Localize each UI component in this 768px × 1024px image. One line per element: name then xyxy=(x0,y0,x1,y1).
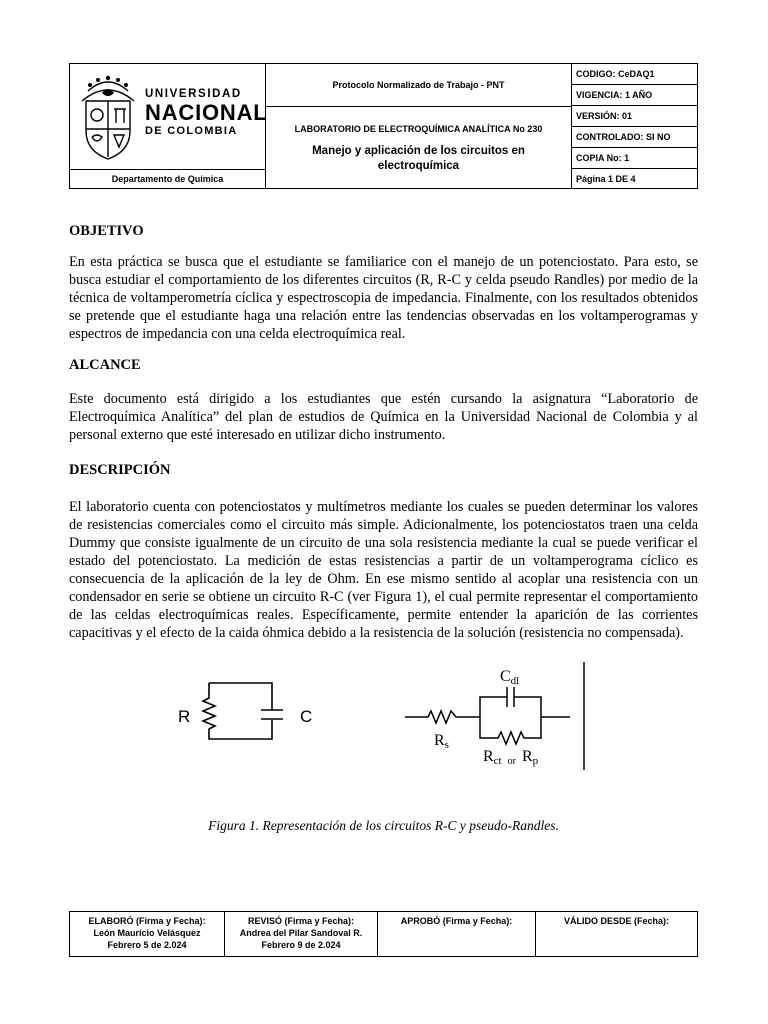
university-seal-icon xyxy=(76,71,140,165)
objetivo-heading: OBJETIVO xyxy=(69,223,144,239)
randles-cdl-label: Cdl xyxy=(500,668,520,687)
alcance-heading: ALCANCE xyxy=(69,357,141,373)
elaboro-name: León Mauricio Velásquez xyxy=(93,928,201,938)
randles-circuit xyxy=(405,662,584,770)
logo-cell xyxy=(70,64,266,170)
elaboro-cell xyxy=(70,912,225,956)
elaboro-date: Febrero 5 de 2.024 xyxy=(107,940,187,950)
reviso-cell xyxy=(225,912,378,956)
approval-table xyxy=(69,911,698,957)
aprobo-cell xyxy=(378,912,536,956)
figure-caption: Figura 1. Representación de los circuitos R-C y pseudo-Randles. xyxy=(208,818,559,833)
protocol-cell: Protocolo Normalizado de Trabajo - PNT xyxy=(266,64,572,107)
reviso-date: Febrero 9 de 2.024 xyxy=(261,940,341,950)
document-title: Manejo y aplicación de los circuitos en electroquímica xyxy=(312,145,525,172)
laboratory-name: LABORATORIO DE ELECTROQUÍMICA ANALÍTICA No 230 xyxy=(294,124,543,134)
elaboro-label: ELABORÓ (Firma y Fecha): xyxy=(88,916,206,926)
university-logo-text xyxy=(145,88,268,138)
page-number-cell: Página 1 DE 4 xyxy=(576,174,636,184)
reviso-name: Andrea del Pilar Sandoval R. xyxy=(239,928,363,938)
rc-circuit xyxy=(203,683,283,739)
rc-label-c: C xyxy=(300,707,313,726)
document-control-column xyxy=(572,64,698,189)
randles-rct-label: Rct or Rp xyxy=(483,748,539,767)
header-table xyxy=(69,63,698,189)
controlled-cell: CONTROLADO: SI NO xyxy=(572,127,698,148)
rc-label-r: R xyxy=(178,707,191,726)
logo-line-nacional: NACIONAL xyxy=(145,100,268,125)
valido-desde-cell xyxy=(536,912,697,956)
objetivo-text: En esta práctica se busca que el estudiante se familiarice con el manejo de un potenciostato. Para esto, se busca estudiar el comportamiento de los diferentes circuitos (R, R-C y celda pseudo Randles) por medio de la técnica de voltamperometría cíclica y espectroscopia de impedancia. Finalmente, con los resultados obtenidos se pretende que el estudiante haga una relación entre las tendencias observadas en los voltamperogramas y espectros de impedancia con una celda electroquímica real. xyxy=(69,254,698,342)
validity-cell: VIGENCIA: 1 AÑO xyxy=(572,85,698,106)
logo-line-colombia: DE COLOMBIA xyxy=(145,125,238,137)
randles-rs-label: Rs xyxy=(434,732,449,751)
department-cell: Departamento de Química xyxy=(70,170,266,189)
descripcion-text: El laboratorio cuenta con potenciostatos y multímetros mediante los cuales se pueden determinar los valores de resistencias comerciales como el circuito más simple. Adicionalmente, los potenciostatos traen una celda Dummy que consiste igualmente de un circuito de una sola resistencia mediante la cual se puede verificar el estado del potenciostato. La medición de estas resistencias a partir de un voltamperograma cíclico es consecuencia de la aplicación de la ley de Ohm. En ese mismo sentido al acoplar una resistencia con un condensador en serie se obtiene un circuito R-C (ver Figura 1), el cual permite representar el comportamiento de las celdas electroquímicas reales. Específicamente, permite entender la aparición de las corrientes capacitivas y el efecto de la caida óhmica debido a la resistencia de la solución (resistencia no compensada). xyxy=(69,499,698,641)
circuit-diagram xyxy=(150,658,590,773)
descripcion-heading: DESCRIPCIÓN xyxy=(69,462,171,478)
reviso-label: REVISÓ (Firma y Fecha): xyxy=(247,916,355,926)
code-cell: CODIGO: CeDAQ1 xyxy=(572,64,698,85)
valido-desde-label: VÁLIDO DESDE (Fecha): xyxy=(563,916,669,926)
logo-line-universidad: UNIVERSIDAD xyxy=(145,88,242,100)
aprobo-label: APROBÓ (Firma y Fecha): xyxy=(400,916,513,926)
alcance-text: Este documento está dirigido a los estudiantes que estén cursando la asignatura “Laboratorio de Electroquímica Analítica” del plan de estudios de Química en la Universidad Nacional de Colombia y al personal externo que esté interesado en utilizar dicho instrumento. xyxy=(69,391,698,443)
version-cell: VERSIÓN: 01 xyxy=(572,106,698,127)
lab-title-cell xyxy=(266,107,572,189)
copy-cell: COPIA No: 1 xyxy=(572,148,698,169)
